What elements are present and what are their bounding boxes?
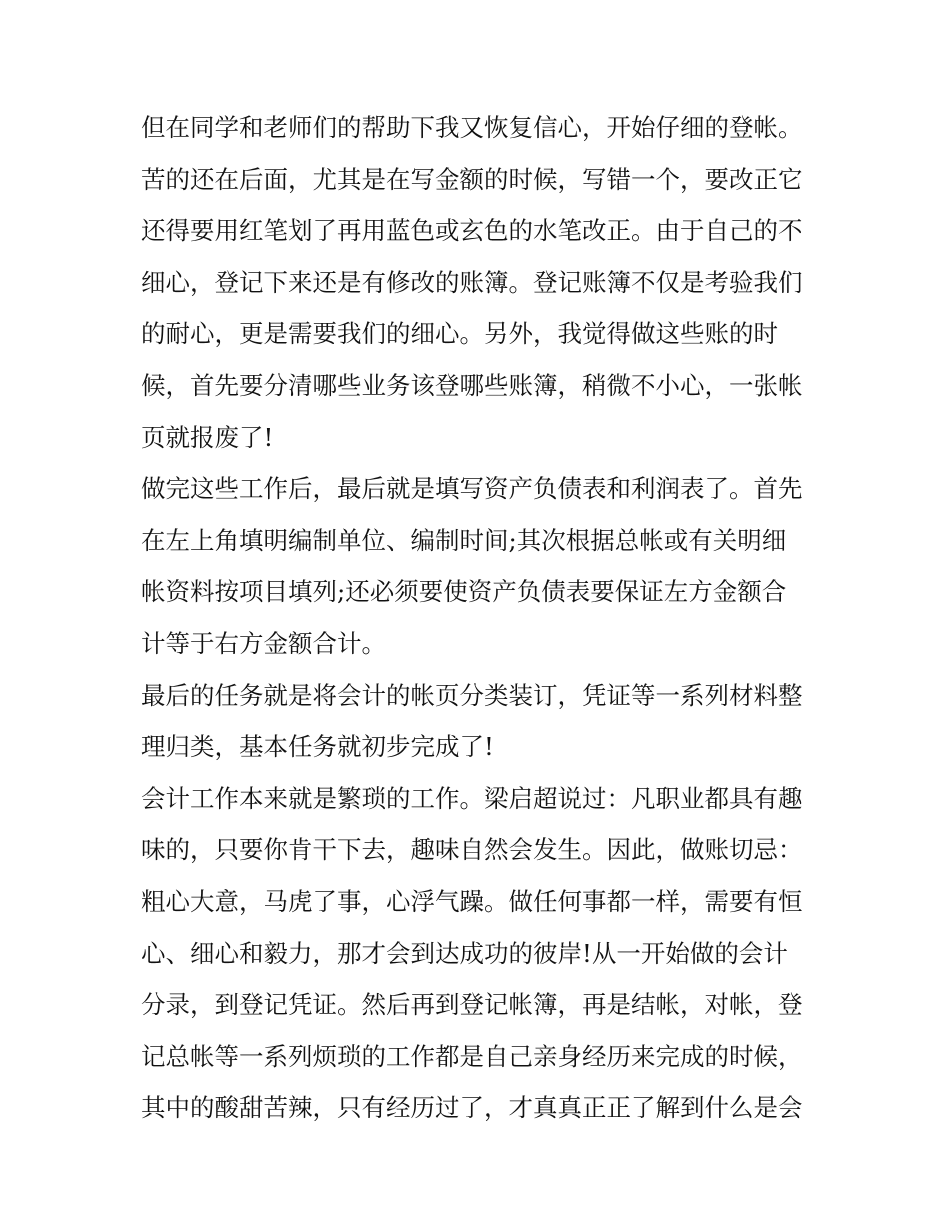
text-line: 最后的任务就是将会计的帐页分类装订，凭证等一系列材料整 bbox=[141, 680, 803, 710]
text-line: 粗心大意，马虎了事，心浮气躁。做任何事都一样，需要有恒 bbox=[141, 886, 803, 916]
body-text bbox=[141, 102, 821, 1134]
text-line: 页就报废了! bbox=[141, 422, 274, 452]
text-line: 在左上角填明编制单位、编制时间;其次根据总帐或有关明细 bbox=[141, 525, 787, 555]
text-line: 其中的酸甜苦辣，只有经历过了，才真真正正了解到什么是会 bbox=[141, 1093, 803, 1123]
text-line: 计等于右方金额合计。 bbox=[141, 628, 386, 658]
text-line: 但在同学和老师们的帮助下我又恢复信心，开始仔细的登帐。 bbox=[141, 113, 803, 142]
text-line: 苦的还在后面，尤其是在写金额的时候，写错一个，要改正它 bbox=[141, 164, 803, 194]
text-line: 理归类，基本任务就初步完成了! bbox=[141, 732, 494, 762]
text-line: 记总帐等一系列烦琐的工作都是自己亲身经历来完成的时候， bbox=[141, 1041, 803, 1071]
text-line: 细心，登记下来还是有修改的账簿。登记账簿不仅是考验我们 bbox=[141, 267, 803, 297]
text-line: 的耐心，更是需要我们的细心。另外，我觉得做这些账的时 bbox=[141, 319, 778, 349]
text-line: 做完这些工作后，最后就是填写资产负债表和利润表了。首先 bbox=[141, 474, 803, 504]
text-line: 还得要用红笔划了再用蓝色或玄色的水笔改正。由于自己的不 bbox=[141, 216, 803, 246]
text-line: 帐资料按项目填列;还必须要使资产负债表要保证左方金额合 bbox=[141, 577, 787, 607]
text-line: 心、细心和毅力，那才会到达成功的彼岸!从一开始做的会计 bbox=[141, 938, 788, 968]
text-line: 味的，只要你肯干下去，趣味自然会发生。因此，做账切忌： bbox=[141, 835, 803, 865]
text-line: 会计工作本来就是繁琐的工作。梁启超说过：凡职业都具有趣 bbox=[141, 783, 803, 813]
text-line: 候，首先要分清哪些业务该登哪些账簿，稍微不小心，一张帐 bbox=[141, 370, 803, 400]
text-line: 分录，到登记凭证。然后再到登记帐簿，再是结帐，对帐，登 bbox=[141, 990, 803, 1020]
